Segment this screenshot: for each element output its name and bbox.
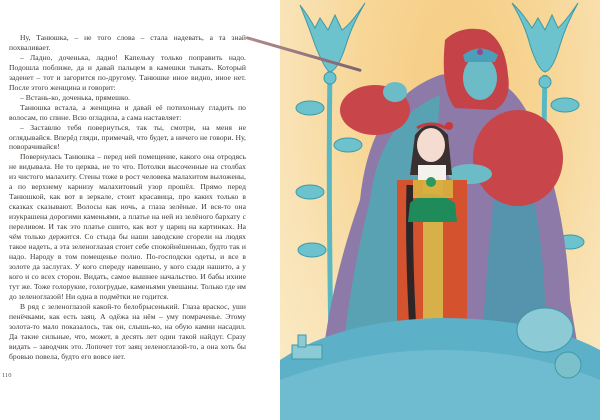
illustration — [280, 0, 600, 420]
paragraph: Повернулась Танюшка – перед ней помещение, какого она отродясь не видывала. Не то церква, не то что. Потолки высоченные на столбах из чистого малахиту. Стены тоже в рост человека малахитом выложены, а по верхнему карнизу малахитовый узор прошёл. Прямо перед Танюшкой, как вот в зеркале, стоит красавица, про каких только в сказках сказывают. Волосы как ночь, а глаза зелёные. И вся-то она изукрашена дорогими каменьями, а платье на ней из зелёного бархату с переливом. И так это платье сшито, как вот у цариц на картинках. На чём только держится. Со стыда бы наши заводские сгорели на людях такое надеть, а эта зеленоглазая стоит себе спокойнёшенько, будто так и надо. Народу в том помещенье полно. По-господски одеты, и все в золоте да заслугах. У кого спереду навешано, у кого сзади нашито, а у кого и со всех сторон. Видать, самое вышнее начальство. И бабы ихние тут же. Тоже голорукие, гологрудые, каменьями увешаны. Только где им до зеленоглазой! Ни одна в подмётки не годится. — [9, 152, 246, 301]
yarn-basket — [517, 308, 573, 352]
story-text — [9, 33, 246, 361]
paragraph: Ну, Танюшка, – не того слова – стала надевать, а та знай похваливает. — [9, 33, 246, 52]
paragraph: – Заставлю тебя повернуться, так ты, смотри, на меня не оглядывайся. Вперёд гляди, примечай, что будет, а ничего не говори. Ну, поворачивайся! — [9, 122, 246, 152]
illustration-art — [280, 0, 600, 420]
girl-face — [417, 128, 445, 162]
left-page — [0, 0, 282, 420]
small-basket — [292, 345, 322, 359]
mistress-right-sleeve — [473, 110, 563, 206]
mistress-face — [463, 56, 497, 100]
paragraph: – Встань-ко, доченька, прямешко. — [20, 92, 131, 102]
paragraph: В ряд с зеленоглазой какой-то белобрысенький. Глаза враскос, уши пенёчками, как есть заяц. А одёжа на нём – уму помраченье. Этому золота-то мало показалось, так он, слышь-ко, на обую камни насадил. Да такие сильные, что, может, в десять лет один такой найдут. Сразу видать – заводчик это. Лопочет тот заяц зеленоглазой-то, а она хоть бы бровью повела, будто его вовсе нет. — [9, 301, 246, 361]
paragraph: – Ладно, доченька, ладно! Капельку только поправить надо. Подошла поближе, да и давай пальцем в камешки тыкать. Который заденет – тот и загорится по-другому. Танюшке иное видно, иное нет. После этого женщина и говорит: — [9, 52, 246, 92]
page-number: 110 — [2, 372, 12, 379]
paragraph: Танюшка встала, а женщина и давай её потихоньку гладить по волосам, по спине. Всю огладила, а сама наставляет: — [9, 102, 246, 122]
